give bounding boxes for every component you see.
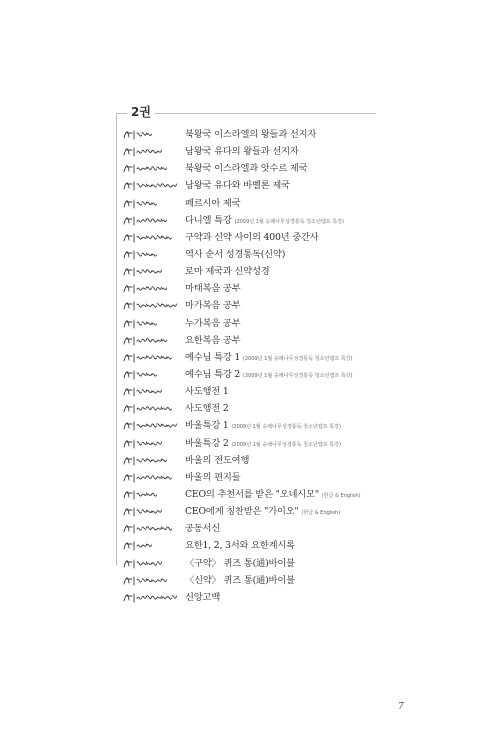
handwritten-signature-icon	[122, 504, 178, 519]
toc-entry	[122, 453, 384, 470]
handwritten-signature-icon	[122, 470, 178, 485]
toc-entry	[122, 401, 384, 418]
toc-entry-title	[185, 214, 344, 229]
toc-entry	[122, 367, 384, 384]
toc-entry-title	[185, 231, 319, 244]
toc-entry-title	[185, 574, 295, 587]
toc-entry-text: 바울특강 1	[185, 420, 229, 432]
toc-entry	[122, 281, 384, 298]
page-number: 7	[398, 702, 404, 712]
handwritten-signature-icon	[122, 367, 178, 382]
toc-entry-text: 사도행전 1	[185, 386, 229, 398]
toc-entry-title	[185, 162, 307, 175]
toc-entry	[122, 350, 384, 367]
toc-entry	[122, 538, 384, 555]
toc-entry-title	[185, 282, 240, 295]
toc-entry-title	[185, 471, 240, 484]
toc-entry	[122, 196, 384, 213]
toc-entry	[122, 247, 384, 264]
toc-entry-title	[185, 402, 229, 415]
toc-entry	[122, 504, 384, 521]
toc-entry-text: 페르시아 제국	[185, 197, 241, 209]
toc-entry	[122, 213, 384, 230]
toc-entry-title	[185, 197, 240, 210]
toc-entry-title	[185, 299, 240, 312]
handwritten-signature-icon	[122, 316, 178, 331]
handwritten-signature-icon	[122, 213, 178, 228]
handwritten-signature-icon	[122, 178, 178, 193]
toc-entry-text: 남왕국 유다의 왕들과 선지자	[185, 146, 299, 158]
toc-entry-text: 다니엘 특강	[185, 214, 232, 226]
toc-entry-text: 요한복음 공부	[185, 334, 241, 346]
toc-entry-note: (2009년 1월 숭례나무성경통독 청소년캠프 특강)	[242, 355, 353, 362]
toc-entry	[122, 264, 384, 281]
handwritten-signature-icon	[122, 264, 178, 279]
toc-entry-title	[185, 591, 220, 604]
toc-entry-title	[185, 265, 270, 278]
handwritten-signature-icon	[122, 538, 178, 553]
handwritten-signature-icon	[122, 418, 178, 433]
toc-entry	[122, 298, 384, 315]
toc-entry-text: 예수님 특강 2	[185, 368, 241, 380]
toc-entry-text: 요한1, 2, 3서와 요한계시록	[185, 540, 295, 552]
handwritten-signature-icon	[122, 401, 178, 416]
toc-entry-text: 바울의 편지들	[185, 471, 241, 483]
toc-entry-title	[185, 505, 340, 520]
toc-entry	[122, 333, 384, 350]
handwritten-signature-icon	[122, 521, 178, 536]
volume-label: 2권	[127, 103, 155, 120]
toc-entry-text: 로마 제국과 신약성경	[185, 266, 270, 278]
toc-entry-title	[185, 539, 295, 552]
toc-entry-text: 역사 순서 성경통독(신약)	[185, 248, 286, 260]
handwritten-signature-icon	[122, 196, 178, 211]
toc-entry-text: 마태복음 공부	[185, 283, 241, 295]
toc-entry-text: 누가복음 공부	[185, 317, 241, 329]
toc-entry-text: CEO에게 칭찬받은 "가이오"	[185, 506, 299, 518]
toc-entry-title	[185, 385, 229, 398]
handwritten-signature-icon	[122, 590, 178, 605]
toc-entry-note: (2009년 1월 숭례나무성경통독 청소년캠프 특강)	[231, 441, 341, 448]
toc-entry	[122, 144, 384, 161]
toc-entry	[122, 127, 384, 144]
toc-entry-title	[185, 368, 352, 383]
toc-entry-text: 공동서신	[185, 523, 221, 535]
toc-entry-text: 구약과 신약 사이의 400년 중간사	[185, 231, 319, 243]
handwritten-signature-icon	[122, 350, 178, 365]
toc-entry	[122, 316, 384, 333]
toc-entry-note: (한글 & English)	[301, 510, 341, 517]
handwritten-signature-icon	[122, 281, 178, 296]
handwritten-signature-icon	[122, 573, 178, 588]
toc-entry	[122, 556, 384, 573]
handwritten-signature-icon	[122, 144, 178, 159]
handwritten-signature-icon	[122, 247, 178, 262]
handwritten-signature-icon	[122, 556, 178, 571]
toc-entry	[122, 521, 384, 538]
toc-entry-text: 북왕국 이스라엘과 앗수르 제국	[185, 163, 308, 175]
toc-entry-title	[185, 317, 240, 330]
toc-entry-text: 바울특강 2	[185, 437, 229, 449]
toc-entry	[122, 436, 384, 453]
handwritten-signature-icon	[122, 384, 178, 399]
toc-entry	[122, 590, 384, 607]
handwritten-signature-icon	[122, 436, 178, 451]
toc-entry-text: 〈신약〉 퀴즈 통(通)바이블	[185, 574, 295, 586]
toc-entry	[122, 230, 384, 247]
toc-entry-text: 〈구약〉 퀴즈 통(通)바이블	[185, 557, 295, 569]
toc-entry-note: (2009년 1월 숭례나무성경통독 청소년캠프 특강)	[231, 424, 341, 431]
toc-entry-note: (한글 & English)	[321, 492, 361, 499]
toc-entry-text: 예수님 특강 1	[185, 351, 241, 363]
toc-entry	[122, 418, 384, 435]
toc-entry	[122, 573, 384, 590]
toc-entry-title	[185, 557, 295, 570]
table-of-contents	[122, 127, 384, 607]
toc-entry-title	[185, 419, 341, 434]
toc-entry-title	[185, 351, 352, 366]
handwritten-signature-icon	[122, 127, 178, 142]
toc-entry-title	[185, 454, 249, 467]
toc-entry-text: 바울의 전도여행	[185, 454, 250, 466]
toc-entry	[122, 161, 384, 178]
toc-entry-title	[185, 145, 299, 158]
handwritten-signature-icon	[122, 230, 178, 245]
toc-entry-text: 마가복음 공부	[185, 300, 241, 312]
toc-entry-title	[185, 437, 341, 452]
toc-entry-text: 북왕국 이스라엘의 왕들과 선지자	[185, 129, 317, 140]
handwritten-signature-icon	[122, 298, 178, 313]
toc-entry	[122, 470, 384, 487]
toc-entry	[122, 384, 384, 401]
toc-entry-note: (2009년 1월 숭례나무성경통독 청소년캠프 특강)	[234, 218, 344, 225]
toc-entry-text: 남왕국 유다와 바벨론 제국	[185, 180, 290, 192]
handwritten-signature-icon	[122, 333, 178, 348]
toc-entry-title	[185, 248, 285, 261]
toc-entry-title	[185, 128, 316, 141]
toc-entry	[122, 178, 384, 195]
toc-entry-text: 신앙고백	[185, 591, 221, 603]
handwritten-signature-icon	[122, 161, 178, 176]
toc-entry-text: 사도행전 2	[185, 403, 229, 415]
toc-entry-text: CEO의 추천서를 받은 "오네시모"	[185, 488, 319, 500]
toc-entry-title	[185, 334, 240, 347]
handwritten-signature-icon	[122, 487, 178, 502]
handwritten-signature-icon	[122, 453, 178, 468]
toc-entry-note: (2009년 1월 숭례나무성경통독 청소년캠프 특강)	[242, 372, 353, 379]
toc-entry-title	[185, 488, 360, 503]
toc-entry-title	[185, 522, 220, 535]
toc-entry-title	[185, 179, 290, 192]
toc-entry	[122, 487, 384, 504]
